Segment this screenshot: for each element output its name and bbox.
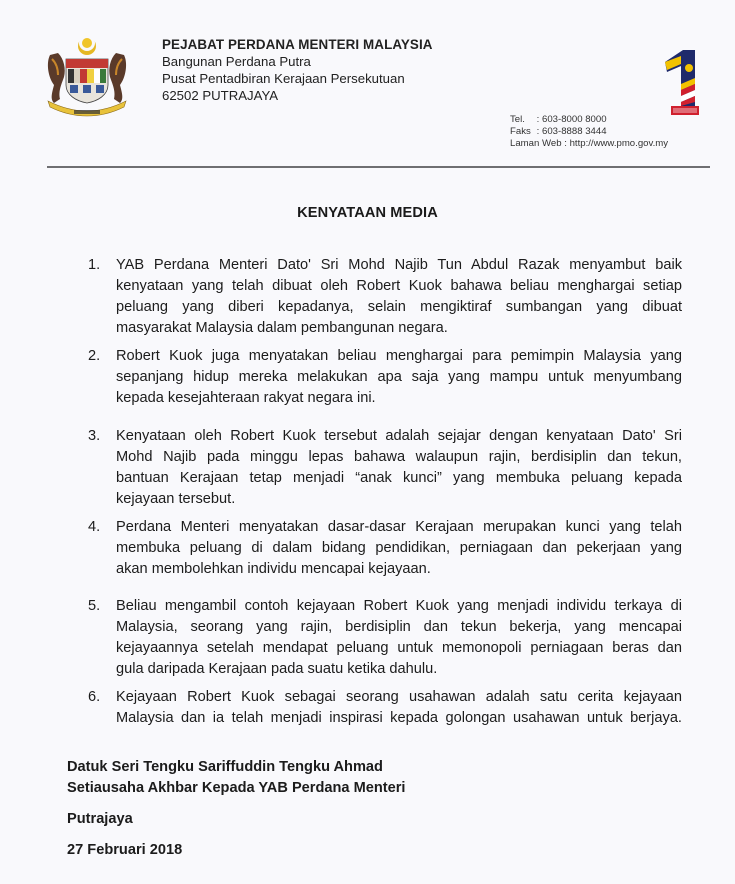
paragraph-line: bantuan Kerajaan tetap menjadi “anak kunci” yang membuka peluang kepada: [116, 470, 682, 486]
signatory-position: Setiausaha Akhbar Kepada YAB Perdana Menteri: [67, 780, 406, 796]
paragraph-line: akan membolehkan individu mencapai kejayaan.: [116, 561, 431, 577]
paragraph-line: Kenyataan oleh Robert Kuok tersebut adalah sejajar dengan kenyataan Dato' Sri: [116, 428, 682, 444]
signature-date: 27 Februari 2018: [67, 842, 183, 858]
contact-info: [510, 114, 668, 150]
organization-name: PEJABAT PERDANA MENTERI MALAYSIA: [162, 37, 433, 52]
signature-place: Putrajaya: [67, 811, 133, 827]
tel-row: [510, 114, 668, 126]
paragraph-line: YAB Perdana Menteri Dato' Sri Mohd Najib Tun Abdul Razak menyambut baik: [116, 257, 682, 273]
document-title: KENYATAAN MEDIA: [297, 205, 438, 221]
tel-value: : 603-8000 8000: [536, 114, 607, 125]
web-label: Laman Web: [510, 138, 562, 149]
paragraph-line: masyarakat Malaysia dalam pembangunan negara.: [116, 320, 448, 336]
address-line: Pusat Pentadbiran Kerajaan Persekutuan: [162, 71, 405, 86]
paragraph-number: 2.: [88, 348, 101, 364]
address-line: 62502 PUTRAJAYA: [162, 88, 279, 103]
signatory-name: Datuk Seri Tengku Sariffuddin Tengku Ahmad: [67, 759, 383, 775]
header-divider: [47, 166, 710, 168]
paragraph-line: kejayaan tersebut.: [116, 491, 236, 507]
paragraph-line: sepanjang hidup mereka melakukan apa saja yang mampu untuk menyumbang: [116, 369, 682, 385]
letterhead: [162, 36, 433, 104]
paragraph-line: peluang yang diberi kepadanya, selain mengiktiraf sumbangan yang dibuat: [116, 299, 682, 315]
tel-label: Tel.: [510, 114, 525, 125]
web-value[interactable]: : http://www.pmo.gov.my: [564, 138, 669, 149]
paragraph-number: 5.: [88, 598, 101, 614]
address-line: Bangunan Perdana Putra: [162, 54, 311, 69]
paragraph-line: Robert Kuok juga menyatakan beliau menghargai para pemimpin Malaysia yang: [116, 348, 682, 364]
paragraph-line: Beliau mengambil contoh kejayaan Robert Kuok yang menjadi individu terkaya di: [116, 598, 682, 614]
paragraph-number: 6.: [88, 689, 101, 705]
1malaysia-logo-icon: [655, 48, 701, 118]
paragraph-number: 4.: [88, 519, 101, 535]
paragraph-number: 3.: [88, 428, 101, 444]
fax-value: : 603-8888 3444: [536, 126, 607, 137]
paragraph-4: [88, 517, 682, 580]
paragraph-1: [88, 255, 682, 339]
paragraph-line: kenyataan yang telah dibuat oleh Robert Kuok bahawa beliau menghargai setiap: [116, 278, 682, 294]
paragraph-line: kejayaannya setelah mendapat peluang untuk memonopoli perniagaan beras dan: [116, 640, 682, 656]
paragraph-number: 1.: [88, 257, 101, 273]
paragraph-line: Malaysia, seorang yang rajin, berdisiplin dan tekun bekerja, yang mencapai: [116, 619, 682, 635]
paragraph-line: membuka peluang di dalam bidang pendidikan, perniagaan dan pekerjaan yang: [116, 540, 682, 556]
paragraph-3: [88, 426, 682, 510]
paragraph-line: Kejayaan Robert Kuok sebagai seorang usahawan adalah satu cerita kejayaan: [116, 689, 682, 705]
paragraph-5: [88, 596, 682, 680]
paragraph-line: kepada kesejahteraan rakyat negara ini.: [116, 390, 376, 406]
fax-label: Faks: [510, 126, 531, 137]
paragraph-2: [88, 346, 682, 409]
paragraph-line: Perdana Menteri menyatakan dasar-dasar Kerajaan merupakan kunci yang telah: [116, 519, 682, 535]
paragraph-line: Mohd Najib pada minggu lepas bahawa walaupun rajin, berdisiplin dan tekun,: [116, 449, 682, 465]
web-row: [510, 138, 668, 150]
fax-row: [510, 126, 668, 138]
paragraph-line: gula daripada Kerajaan pada suatu ketika dahulu.: [116, 661, 438, 677]
paragraph-line: Malaysia dan ia telah menjadi inspirasi kepada golongan usahawan untuk berjaya.: [116, 710, 682, 726]
malaysia-coat-of-arms-icon: [44, 33, 130, 117]
paragraph-6: [88, 687, 682, 729]
